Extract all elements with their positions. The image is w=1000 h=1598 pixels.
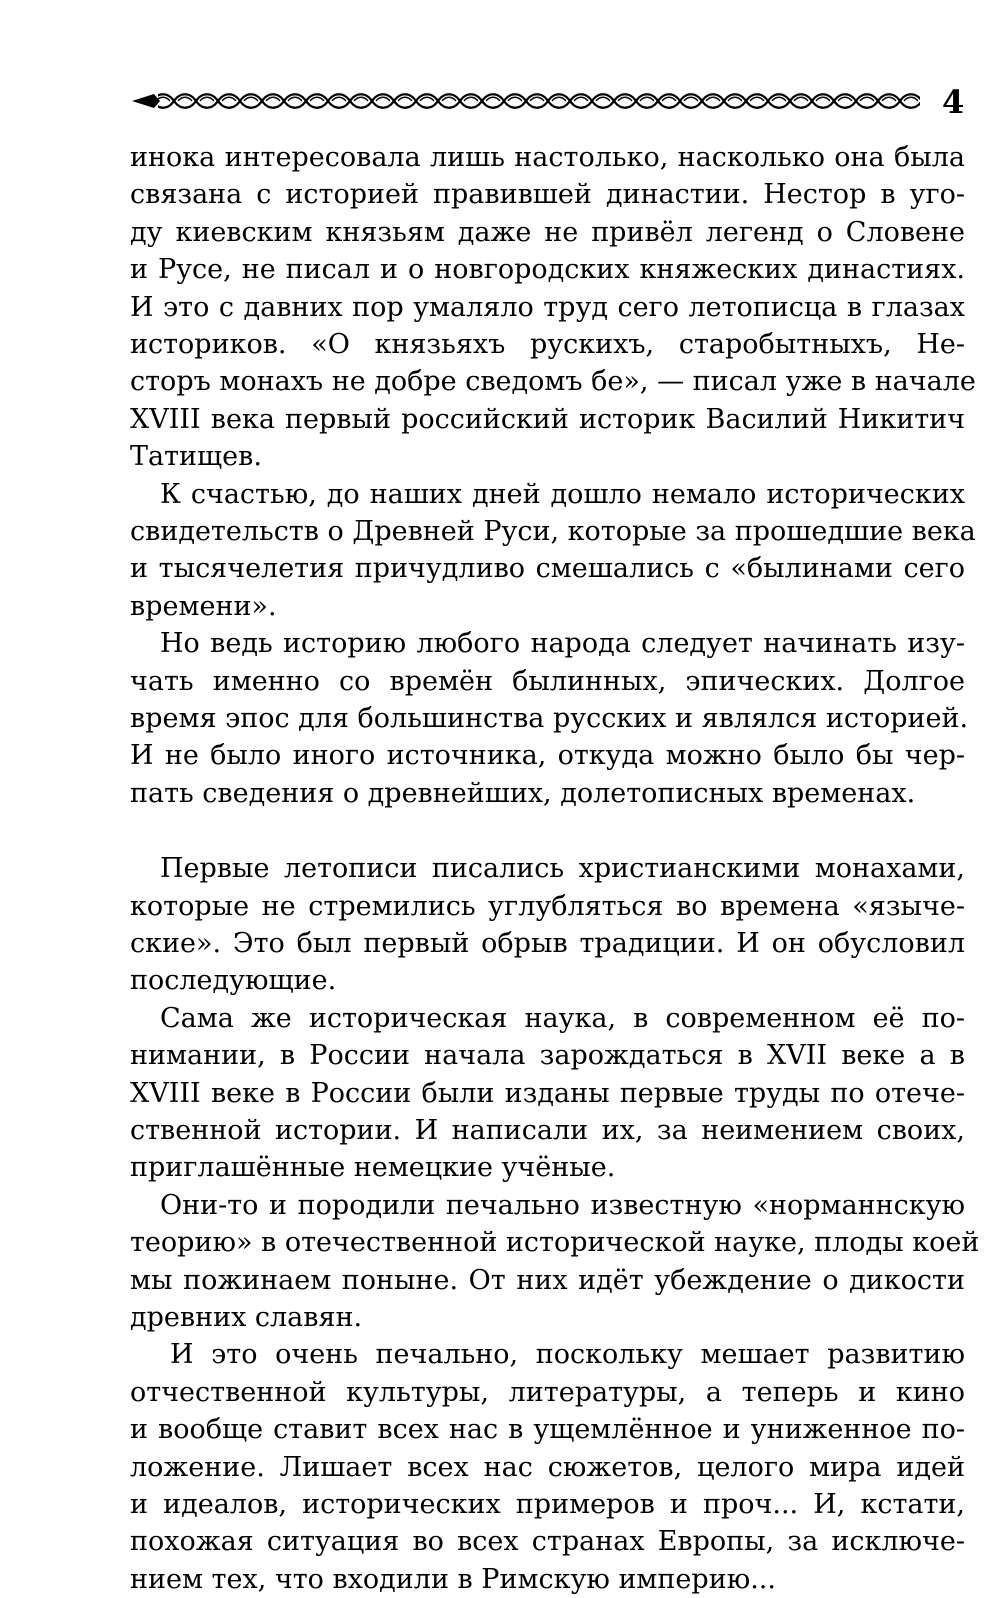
text-line: последующие. <box>130 965 337 997</box>
text-line: К счастью, до наших дней дошло немало исторических <box>160 478 965 510</box>
text-line: ские». Это был первый обрыв традиции. И он обусловил <box>130 928 965 959</box>
text-line: связана с историей правившей династии. Нестор в уго- <box>130 179 965 211</box>
text-line: чать именно со времён былинных, эпических. Долгое <box>130 665 965 697</box>
text-line: и вообще ставит всех нас в ущемлённое и униженное по- <box>130 1414 965 1446</box>
text-line: и идеалов, исторических примеров и проч... И, кстати, <box>130 1489 965 1520</box>
text-line: пать сведения о древнейших, долетописных временах. <box>130 777 916 809</box>
text-line: и тысячелетия причудливо смешались с «былинами сего <box>130 553 965 585</box>
text-line: сторъ монахъ не добре сведомъ бе», — писал уже в начале <box>130 366 976 398</box>
ornamental-header-border <box>130 88 920 114</box>
text-line: нием тех, что входили в Римскую империю... <box>130 1563 776 1595</box>
text-line: И это с давних пор умаляло труд сего летописца в глазах <box>130 291 965 323</box>
text-line: ложение. Лишает всех нас сюжетов, целого мира идей <box>130 1451 965 1483</box>
page-number: 4 <box>942 83 965 121</box>
text-line: Сама же историческая наука, в современном её по- <box>160 1002 965 1034</box>
text-line: Но ведь историю любого народа следует начинать изу- <box>160 628 965 660</box>
text-line: похожая ситуация во всех странах Европы, за исключе- <box>130 1526 965 1558</box>
text-line: свидетельств о Древней Руси, которые за прошедшие века <box>130 516 976 547</box>
text-line: которые не стремились углубляться во времена «языче- <box>130 890 965 922</box>
text-line: И не было иного источника, откуда можно было бы чер- <box>130 740 965 772</box>
text-line: древних славян. <box>130 1302 363 1333</box>
text-line: нимании, в России начала зарождаться в XVII веке а в <box>130 1040 965 1072</box>
text-line: Первые летописи писались христианскими монахами, <box>160 853 965 885</box>
text-line: теорию» в отечественной исторической науке, плоды коей <box>130 1227 980 1259</box>
text-line: Они-то и породили печально известную «норманнскую <box>160 1189 965 1221</box>
text-line: инока интересовала лишь настолько, насколько она была <box>130 142 965 173</box>
text-line: время эпос для большинства русских и являлся историей. <box>130 703 969 734</box>
text-line: XVIII века первый российский историк Василий Никитич <box>130 403 965 435</box>
text-line: XVIII веке в России были изданы первые труды по отече- <box>130 1077 965 1109</box>
text-line: Татищев. <box>130 441 262 473</box>
text-line: И это очень печально, поскольку мешает развитию <box>170 1339 965 1371</box>
text-line: ду киевским князьям даже не привёл легенд о Словене <box>130 216 965 248</box>
text-line: приглашённые немецкие учёные. <box>130 1152 616 1184</box>
text-line: историков. «О князьяхъ рускихъ, старобытныхъ, Не- <box>130 329 965 360</box>
text-line: отчественной культуры, литературы, а теперь и кино <box>130 1376 965 1408</box>
text-line: мы пожинаем поныне. От них идёт убеждение о дикости <box>130 1264 965 1296</box>
text-line: времени». <box>130 590 277 622</box>
text-line: и Русе, не писал и о новгородских княжеских династиях. <box>130 254 965 286</box>
text-line: ственной истории. И написали их, за неимением своих, <box>130 1115 965 1146</box>
